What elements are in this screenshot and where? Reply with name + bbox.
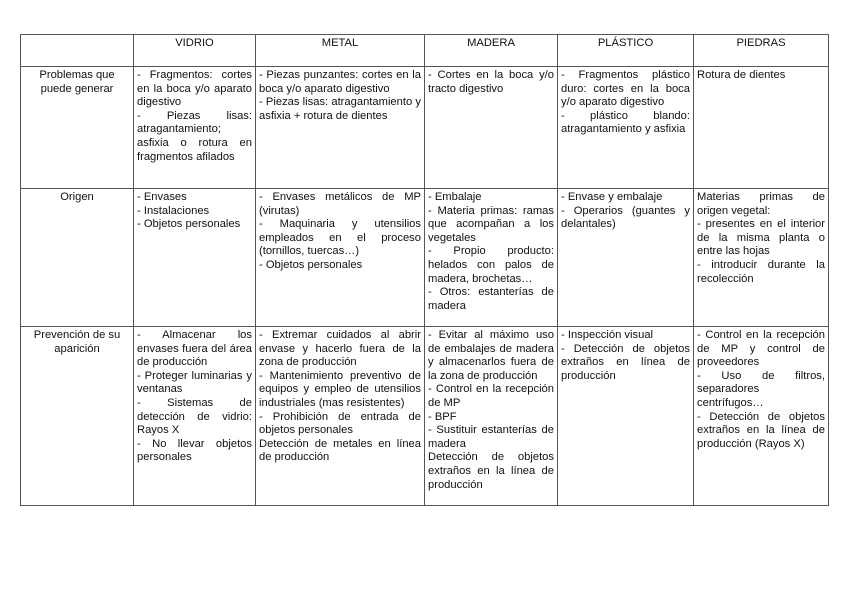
cell-line: - Almacenar los envases fuera del área de producción <box>137 329 252 369</box>
hazards-table <box>20 34 829 506</box>
cell-line: - Piezas lisas: atragantamiento y asfixia + rotura de dientes <box>259 96 421 122</box>
cell-line: - Fragmentos: cortes en la boca y/o aparato digestivo <box>137 69 252 109</box>
cell-problemas-vidrio <box>134 67 256 189</box>
cell-line: - Embalaje <box>428 191 482 203</box>
cell-line: Materias primas de origen vegetal: <box>697 191 825 217</box>
cell-prevencion-plastico <box>558 327 694 506</box>
cell-line: - Extremar cuidados al abrir envase y hacerlo fuera de la zona de producción <box>259 329 421 369</box>
header-metal: METAL <box>256 35 425 67</box>
cell-line: Detección de metales en línea de producción <box>259 437 421 464</box>
cell-line: - Control en la recepción de MP y control de proveedores <box>697 329 825 369</box>
cell-line: - Prohibición de entrada de objetos personales <box>259 410 421 437</box>
cell-line: - Mantenimiento preventivo de equipos y empleo de utensilios industriales (mas resistentes) <box>259 369 421 409</box>
cell-line: - Propio producto: helados con palos de madera, brochetas… <box>428 245 554 285</box>
cell-line: - Maquinaria y utensilios empleados en el proceso (tornillos, tuercas…) <box>259 218 421 258</box>
row-label-origen: Origen <box>21 189 134 327</box>
cell-line: - presentes en el interior de la misma planta o entre las hojas <box>697 218 825 258</box>
header-row <box>21 35 829 67</box>
cell-problemas-plastico <box>558 67 694 189</box>
table-row-problemas <box>21 67 829 189</box>
cell-problemas-madera <box>425 67 558 189</box>
cell-prevencion-metal <box>256 327 425 506</box>
header-corner-cell <box>21 35 134 67</box>
table-row-origen <box>21 189 829 327</box>
cell-origen-plastico <box>558 189 694 327</box>
row-label-prevencion: Prevención de su aparición <box>21 327 134 506</box>
header-vidrio: VIDRIO <box>134 35 256 67</box>
cell-line: - Evitar al máximo uso de embalajes de madera y almacenarlos fuera de la zona de producción <box>428 329 554 382</box>
cell-line: - Envase y embalaje <box>561 191 663 203</box>
cell-line: - Detección de objetos extraños en línea de producción <box>561 342 690 382</box>
cell-origen-vidrio <box>134 189 256 327</box>
cell-line: - Envases metálicos de MP (virutas) <box>259 191 421 217</box>
cell-line: - Sistemas de detección de vidrio: Rayos X <box>137 396 252 437</box>
header-plastico: PLÁSTICO <box>558 35 694 67</box>
header-piedras: PIEDRAS <box>694 35 829 67</box>
cell-line: - Control en la recepción de MP <box>428 383 554 409</box>
cell-line: - Detección de objetos extraños en la línea de producción (Rayos X) <box>697 410 825 450</box>
cell-line: - Piezas punzantes: cortes en la boca y/o aparato digestivo <box>259 69 421 95</box>
cell-line: - Operarios (guantes y delantales) <box>561 204 690 231</box>
cell-line: - introducir durante la recolección <box>697 258 825 285</box>
row-label-problemas: Problemas que puede generar <box>21 67 134 189</box>
cell-line: - Inspección visual <box>561 329 654 341</box>
table-row-prevencion <box>21 327 829 506</box>
cell-origen-piedras <box>694 189 829 327</box>
cell-line: - Otros: estanterías de madera <box>428 286 554 312</box>
cell-problemas-metal <box>256 67 425 189</box>
cell-origen-madera <box>425 189 558 327</box>
cell-prevencion-piedras <box>694 327 829 506</box>
cell-line: Rotura de dientes <box>697 69 786 81</box>
cell-line: - Fragmentos plástico duro: cortes en la boca y/o aparato digestivo <box>561 69 690 109</box>
cell-prevencion-vidrio <box>134 327 256 506</box>
cell-line: - Cortes en la boca y/o tracto digestivo <box>428 69 554 95</box>
cell-line: Detección de objetos extraños en la línea de producción <box>428 451 554 491</box>
cell-line: - Instalaciones <box>137 204 210 217</box>
header-madera: MADERA <box>425 35 558 67</box>
cell-problemas-piedras <box>694 67 829 189</box>
cell-line: - Objetos personales <box>259 258 363 271</box>
cell-line: - Envases <box>137 191 187 203</box>
cell-line: - No llevar objetos personales <box>137 437 252 464</box>
cell-prevencion-madera <box>425 327 558 506</box>
cell-line: - Piezas lisas: atragantamiento; asfixia o rotura en fragmentos afilados <box>137 109 252 163</box>
cell-line: - Sustituir estanterías de madera <box>428 424 554 450</box>
cell-line: - plástico blando: atragantamiento y asfixia <box>561 109 690 136</box>
cell-line: - Proteger luminarias y ventanas <box>137 369 252 396</box>
cell-origen-metal <box>256 189 425 327</box>
cell-line: - Uso de filtros, separadores centrífugos… <box>697 369 825 409</box>
cell-line: - Materia primas: ramas que acompañan a los vegetales <box>428 204 554 244</box>
cell-line: - BPF <box>428 410 457 423</box>
cell-line: - Objetos personales <box>137 218 241 231</box>
